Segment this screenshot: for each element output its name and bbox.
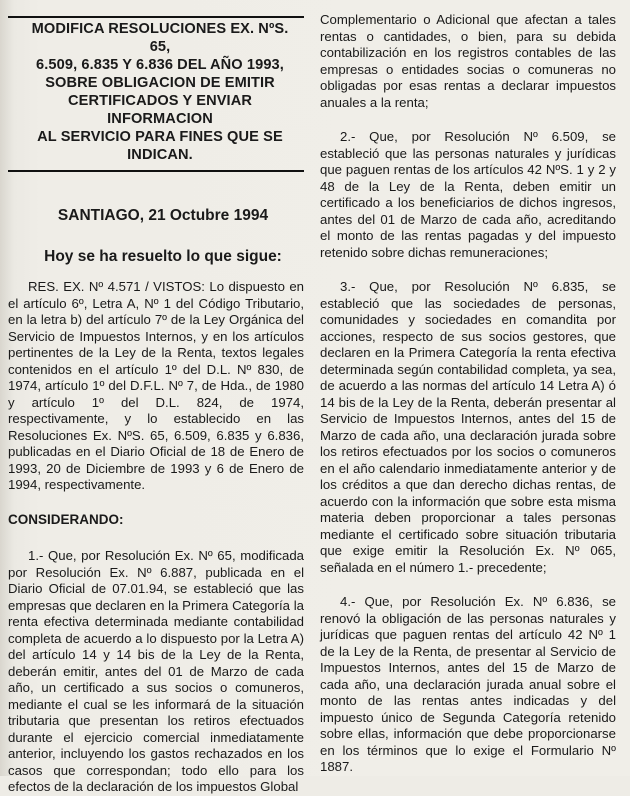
resolved-heading: Hoy se ha resuelto lo que sigue: bbox=[44, 247, 282, 265]
title-line: CERTIFICADOS Y ENVIAR INFORMACION bbox=[67, 93, 252, 127]
title-bottom-rule bbox=[8, 170, 304, 172]
title-line: MODIFICA RESOLUCIONES EX. NºS. 65, bbox=[31, 21, 289, 55]
title-line: SOBRE OBLIGACION DE EMITIR bbox=[45, 75, 275, 91]
title-line: INDICAN. bbox=[127, 147, 193, 163]
considerando-item-4: 4.- Que, por Resolución Ex. Nº 6.836, se renovó la obligación de las personas naturales y jurídicas que paguen rentas del artículo 42 Nº 1 de la Ley de la Renta, de presentar al Servicio de Impuestos Internos, antes del 15 de Marzo de cada año, una declaración jurada anual sobre el monto de las rentas antes indicadas y del impuesto único de Segunda Categoría retenido sobre ellas, información que debe proporcionarse en los términos que lo exige el Formulario Nº 1887. bbox=[320, 594, 616, 774]
title-line: AL SERVICIO PARA FINES QUE SE bbox=[37, 129, 283, 145]
considerando-item-1: 1.- Que, por Resolución Ex. Nº 65, modificada por Resolución Ex. Nº 6.887, publicada en el Diario Oficial de 07.01.94, se estableció que las empresas que declaren en la Primera Categoría la renta efectiva determinada mediante contabilidad completa de acuerdo a lo dispuesto por la Letra A) del artículo 14 y 14 bis de la Ley de la Renta, deberán emitir, antes del 01 de Marzo de cada año, un certificado a sus socios o comuneros, mediante el cual se les informará de la situación tributaria que presentan los retiros efectuados durante el ejercicio comercial inmediatamente anterior, incluyendo los gastos rechazados en los casos que correspondan; todo ello para los efectos de la declaración de los impuestos Global bbox=[8, 548, 304, 794]
left-column bbox=[8, 0, 304, 796]
right-column bbox=[320, 0, 616, 776]
resolution-title bbox=[8, 18, 304, 164]
title-line: 6.509, 6.835 Y 6.836 DEL AÑO 1993, bbox=[36, 57, 284, 73]
considerando-item-3: 3.- Que, por Resolución Nº 6.835, se estableció que las sociedades de personas, comunidades y sociedades en comandita por acciones, respecto de sus socios gestores, que declaren en la Primera Categoría la renta efectiva determinada según contabilidad completa, ya sea, de acuerdo a las normas del artículo 14 Letra A) ó 14 bis de la Ley de la Renta, deberán presentar al Servicio de Impuestos Internos, antes del 15 de Marzo de cada año, una declaración jurada sobre los retiros efectuados por los socios o comuneros en el año calendario inmediatamente anterior y de los créditos a que dan derecho dichas rentas, de acuerdo con la información que sobre esta misma materia deben proporcionar a tales personas mediante el certificado sobre situación tributaria que exige emitir la Resolución Ex. Nº 065, señalada en el número 1.- precedente; bbox=[320, 279, 616, 575]
considerando-heading: CONSIDERANDO: bbox=[8, 511, 124, 527]
item-1-continuation: Complementario o Adicional que afectan a tales rentas o cantidades, o bien, para su debida contabilización en los registros contables de las empresas o entidades socias o comuneras no obligadas por esas rentas a declarar impuestos anuales a la renta; bbox=[320, 12, 616, 110]
dateline: SANTIAGO, 21 Octubre 1994 bbox=[57, 207, 269, 224]
preamble-paragraph: RES. EX. Nº 4.571 / VISTOS: Lo dispuesto en el artículo 6º, Letra A, Nº 1 del Código Tributario, en la letra b) del artículo 7º de la Ley Orgánica del Servicio de Impuestos Internos, y en los artículos pertinentes de la Ley de la Renta, textos legales contenidos en el artículo 1º del D.L. Nº 830, de 1974, artículo 1º del D.F.L. Nº 7, de Hda., de 1980 y artículo 1º del D.L. 824, de 1974, respectivamente, y lo establecido en las Resoluciones Ex. NºS. 65, 6.509, 6.835 y 6.836, publicadas en el Diario Oficial de 18 de Enero de 1993, 20 de Diciembre de 1993 y 6 de Enero de 1994, respectivamente. bbox=[8, 279, 304, 492]
considerando-item-2: 2.- Que, por Resolución Nº 6.509, se estableció que las personas naturales y jurídicas que paguen rentas de los artículos 42 NºS. 1 y 2 y 48 de la Ley de la Renta, deben emitir un certificado a los beneficiarios de dichos ingresos, antes del 01 de Marzo de cada año, acreditando el monto de las rentas pagadas y del impuesto retenido sobre dichas remuneraciones; bbox=[320, 129, 616, 260]
